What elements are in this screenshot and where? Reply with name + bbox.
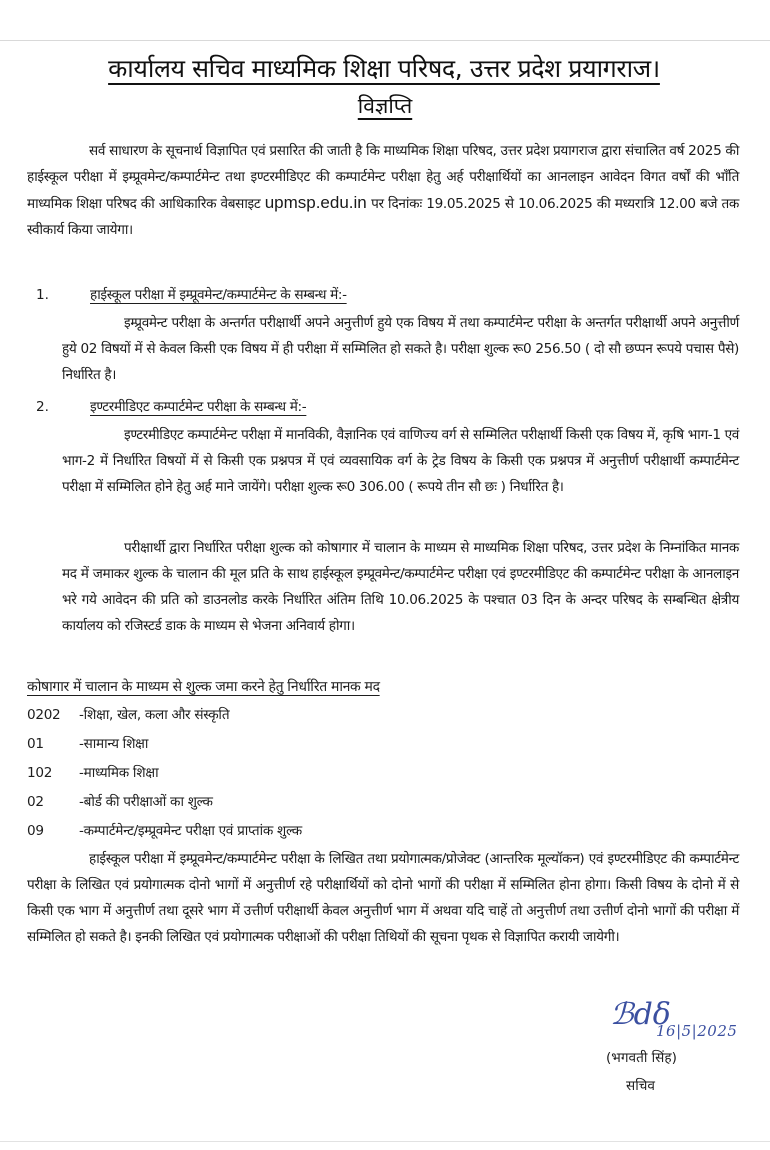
section-2-heading: इण्टरमीडिएट कम्पार्टमेन्ट परीक्षा के सम्बन्ध में:- [90, 399, 307, 415]
intro-text-after: पर दिनांकः 19.05.2025 से 10.06.2025 की मध्यरात्रि 12.00 बजे तक स्वीकार्य किया जायेगा। [27, 196, 739, 238]
account-label: -माध्यमिक शिक्षा [79, 765, 159, 781]
section-2-text: इण्टरमीडिएट कम्पार्टमेन्ट परीक्षा में मानविकी, वैज्ञानिक एवं वाणिज्य वर्ग से सम्मिलित परीक्षार्थी किसी एक विषय में, कृषि भाग-1 एवं भाग-2 में निर्धारित विषयों में से किसी एक प्रश्नपत्र में एवं व्यवसायिक वर्ग के ट्रेड विषय के किसी एक प्रश्नपत्र में अनुत्तीर्ण परीक्षार्थी कम्पार्टमेन्ट परीक्षा में सम्मिलित होने हेतु अर्ह माने जायेंगे। परीक्षा शुल्क रू0 306.00 ( रूपये तीन सौ छः ) निर्धारित है। [62, 427, 739, 495]
closing-text: हाईस्कूल परीक्षा में इम्प्रूवमेन्ट/कम्पार्टमेन्ट परीक्षा के लिखित तथा प्रयोगात्मक/प्रोजेक्ट (आन्तरिक मूल्यॉकन) एवं इण्टरमीडिएट की कम्पार्टमेन्ट परीक्षा के लिखित एवं प्रयोगात्मक दोनो भागों में अनुत्तीर्ण रहे परीक्षार्थियों को दोनो भागों की परीक्षा में सम्मिलित होना होगा। किसी विषय के दोनो में से किसी एक भाग में अनुत्तीर्ण तथा दूसरे भाग में उत्तीर्ण परीक्षार्थी केवल अनुत्तीर्ण भाग में अथवा यदि चाहें तो अनुत्तीर्ण तथा उत्तीर्ण दोनो भागों की परीक्षा में सम्मिलित हो सकते है। इनकी लिखित एवं प्रयोगात्मक परीक्षाओं की परीक्षा तिथियों की सूचना पृथक से विज्ञापित करायी जायेगी। [27, 851, 739, 945]
signature-date: 16|5|2025 [656, 1022, 738, 1040]
account-head-row [27, 818, 302, 844]
website-link[interactable]: upmsp.edu.in [264, 193, 367, 212]
office-title: कार्यालय सचिव माध्यमिक शिक्षा परिषद, उत्तर प्रदेश प्रयागराज। [108, 54, 660, 83]
account-code: 02 [27, 794, 44, 810]
signatory-name: (भगवती सिंह) [606, 1050, 677, 1066]
intro-text: सर्व साधारण के सूचनार्थ विज्ञापित एवं प्रसारित की जाती है कि माध्यमिक शिक्षा परिषद, उत्तर प्रदेश प्रयागराज द्वारा संचालित वर्ष 2025 की हाईस्कूल परीक्षा में इम्प्रूवमेन्ट/कम्पार्टमेन्ट तथा इण्टरमीडिएट की कम्पार्टमेन्ट परीक्षा हेतु अर्ह परीक्षार्थियों का आनलाइन आवेदन विगत वर्षों की भाँति माध्यमिक शिक्षा परिषद की आधिकारिक वेबसाइट [27, 143, 739, 212]
signatory-designation: सचिव [626, 1078, 655, 1094]
treasury-heading: कोषागार में चालान के माध्यम से शुल्क जमा करने हेतु निर्धारित मानक मद [27, 679, 380, 695]
account-label: -शिक्षा, खेल, कला और संस्कृति [79, 707, 230, 723]
account-head-row [27, 760, 158, 786]
section-1-text: इम्प्रूवमेन्ट परीक्षा के अन्तर्गत परीक्षार्थी अपने अनुत्तीर्ण हुये एक विषय में तथा कम्पार्टमेन्ट परीक्षा के अन्तर्गत परीक्षार्थी अपने अनुत्तीर्ण हुये 02 विषयों में से केवल किसी एक विषय में ही परीक्षा में सम्मिलित हो सकते है। परीक्षा शुल्क रू0 256.50 ( दो सौ छप्पन रूपये पचास पैसे) निर्धारित है। [62, 315, 739, 383]
account-head-row [27, 702, 229, 728]
section-1-number: 1. [36, 287, 49, 303]
account-label: -बोर्ड की परीक्षाओं का शुल्क [79, 794, 213, 810]
scan-edge-top [0, 40, 770, 41]
account-code: 102 [27, 765, 53, 781]
account-head-row [27, 731, 148, 757]
signature-mark: ℬdδ [610, 997, 671, 1032]
account-label: -सामान्य शिक्षा [79, 736, 149, 752]
intro-paragraph [27, 138, 739, 243]
scan-edge-bottom [0, 1141, 770, 1142]
section-1-heading: हाईस्कूल परीक्षा में इम्प्रूवमेन्ट/कम्पार्टमेन्ट के सम्बन्ध में:- [90, 287, 347, 303]
fee-deposit-paragraph [62, 535, 739, 639]
account-code: 01 [27, 736, 44, 752]
account-head-row [27, 789, 213, 815]
account-code: 09 [27, 823, 44, 839]
account-label: -कम्पार्टमेन्ट/इम्प्रूवमेन्ट परीक्षा एवं प्राप्तांक शुल्क [79, 823, 302, 839]
section-2-body [62, 422, 739, 500]
account-code: 0202 [27, 707, 61, 723]
closing-paragraph [27, 846, 739, 950]
notice-heading: विज्ञप्ति [357, 94, 413, 118]
section-2-number: 2. [36, 399, 49, 415]
section-1-body [62, 310, 739, 388]
fee-deposit-text: परीक्षार्थी द्वारा निर्धारित परीक्षा शुल्क को कोषागार में चालान के माध्यम से माध्यमिक शिक्षा परिषद, उत्तर प्रदेश के निम्नांकित मानक मद में जमाकर शुल्क के चालान की मूल प्रति के साथ हाईस्कूल इम्प्रूवमेन्ट/कम्पार्टमेन्ट परीक्षा एवं इण्टरमीडिएट की कम्पार्टमेन्ट परीक्षा के आनलाइन भरे गये आवेदन की प्रति को डाउनलोड करके निर्धारित अंतिम तिथि 10.06.2025 के पश्चात 03 दिन के अन्दर परिषद के सम्बन्धित क्षेत्रीय कार्यालय को रजिस्टर्ड डाक के माध्यम से भेजना अनिवार्य होगा। [62, 540, 739, 634]
